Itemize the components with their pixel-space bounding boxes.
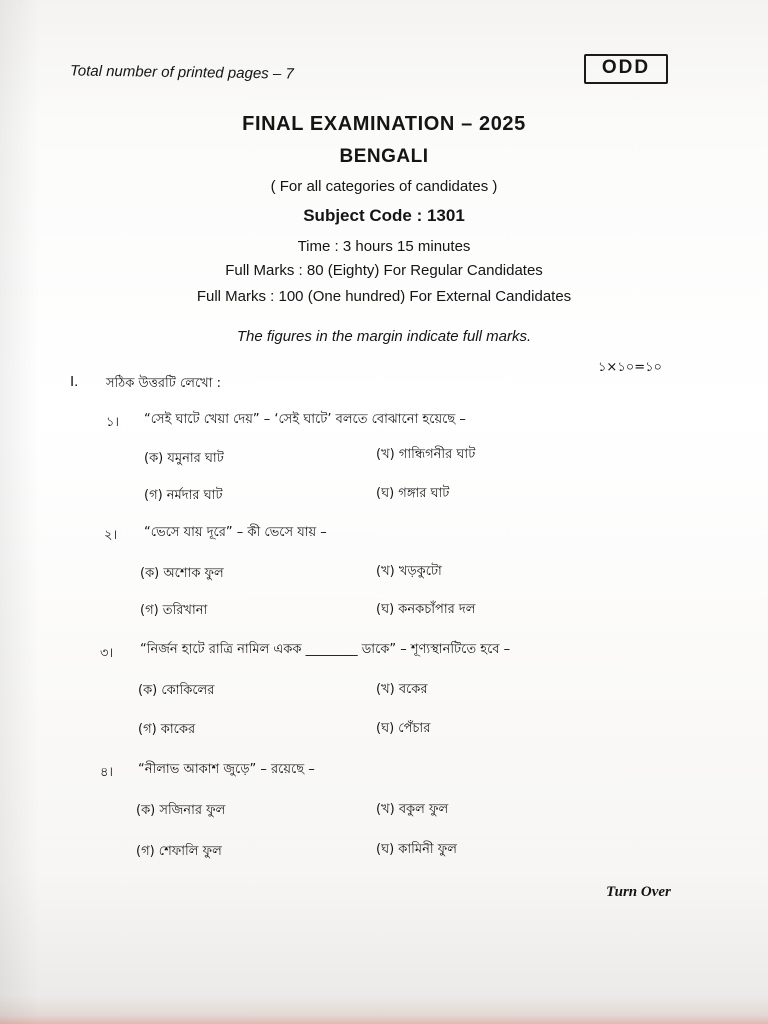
option-ka: (ক) যমুনার ঘাট <box>144 451 224 466</box>
figures-note: The figures in the margin indicate full marks. <box>236 328 532 345</box>
option-gha: (ঘ) কামিনী ফুল <box>376 842 457 857</box>
section-instruction: সঠিক উত্তরটি লেখো : <box>106 376 221 391</box>
question-number: ১। <box>106 415 120 430</box>
question-number: ৩। <box>100 646 114 661</box>
question-number: ৪। <box>100 765 114 780</box>
total-pages-note: Total number of printed pages – 7 <box>69 62 294 83</box>
subject-name: BENGALI <box>339 146 429 167</box>
exam-title: FINAL EXAMINATION – 2025 <box>242 113 526 135</box>
option-kha: (খ) বকের <box>376 682 428 697</box>
question-text: “নীলাভ আকাশ জুড়ে” – রয়েছে – <box>138 762 315 777</box>
page-bottom-edge <box>0 996 768 1024</box>
option-gha: (ঘ) গঙ্গার ঘাট <box>376 486 450 501</box>
question-text: “নির্জন হাটে রাত্রি নামিল একক ________ ডাকে” – শূণ্যস্থানটিতে হবে – <box>140 642 511 657</box>
full-marks-regular: Full Marks : 80 (Eighty) For Regular Candidates <box>225 262 543 279</box>
option-ga: (গ) নর্মদার ঘাট <box>144 488 223 503</box>
option-gha: (ঘ) পেঁচার <box>376 721 431 736</box>
section-number: I. <box>70 373 79 390</box>
odd-set-label: ODD <box>584 54 668 84</box>
option-gha: (ঘ) কনকচাঁপার দল <box>376 602 476 617</box>
exam-time: Time : 3 hours 15 minutes <box>297 238 471 255</box>
option-ga: (গ) কাকের <box>138 722 196 737</box>
option-ga: (গ) শেফালি ফুল <box>136 844 222 859</box>
option-kha: (খ) বকুল ফুল <box>376 802 449 817</box>
turn-over-note: Turn Over <box>606 884 671 900</box>
full-marks-external: Full Marks : 100 (One hundred) For External Candidates <box>196 288 572 305</box>
question-number: ২। <box>104 528 118 543</box>
question-text: “ভেসে যায় দূরে” – কী ভেসে যায় – <box>144 525 327 540</box>
option-ka: (ক) কোকিলের <box>138 683 215 698</box>
section-marks: ১×১০=১০ <box>598 360 662 375</box>
question-text: “সেই ঘাটে খেয়া দেয়” – ‘সেই ঘাটে’ বলতে বোঝানো হয়েছে – <box>144 412 466 427</box>
subject-code: Subject Code : 1301 <box>303 206 465 225</box>
option-kha: (খ) গান্ধিগনীর ঘাট <box>376 447 476 462</box>
option-ka: (ক) সজিনার ফুল <box>136 803 226 818</box>
candidate-categories: ( For all categories of candidates ) <box>270 178 498 195</box>
option-ga: (গ) তরিখানা <box>140 603 208 618</box>
option-kha: (খ) খড়কুটো <box>376 564 442 579</box>
option-ka: (ক) অশোক ফুল <box>140 566 224 581</box>
